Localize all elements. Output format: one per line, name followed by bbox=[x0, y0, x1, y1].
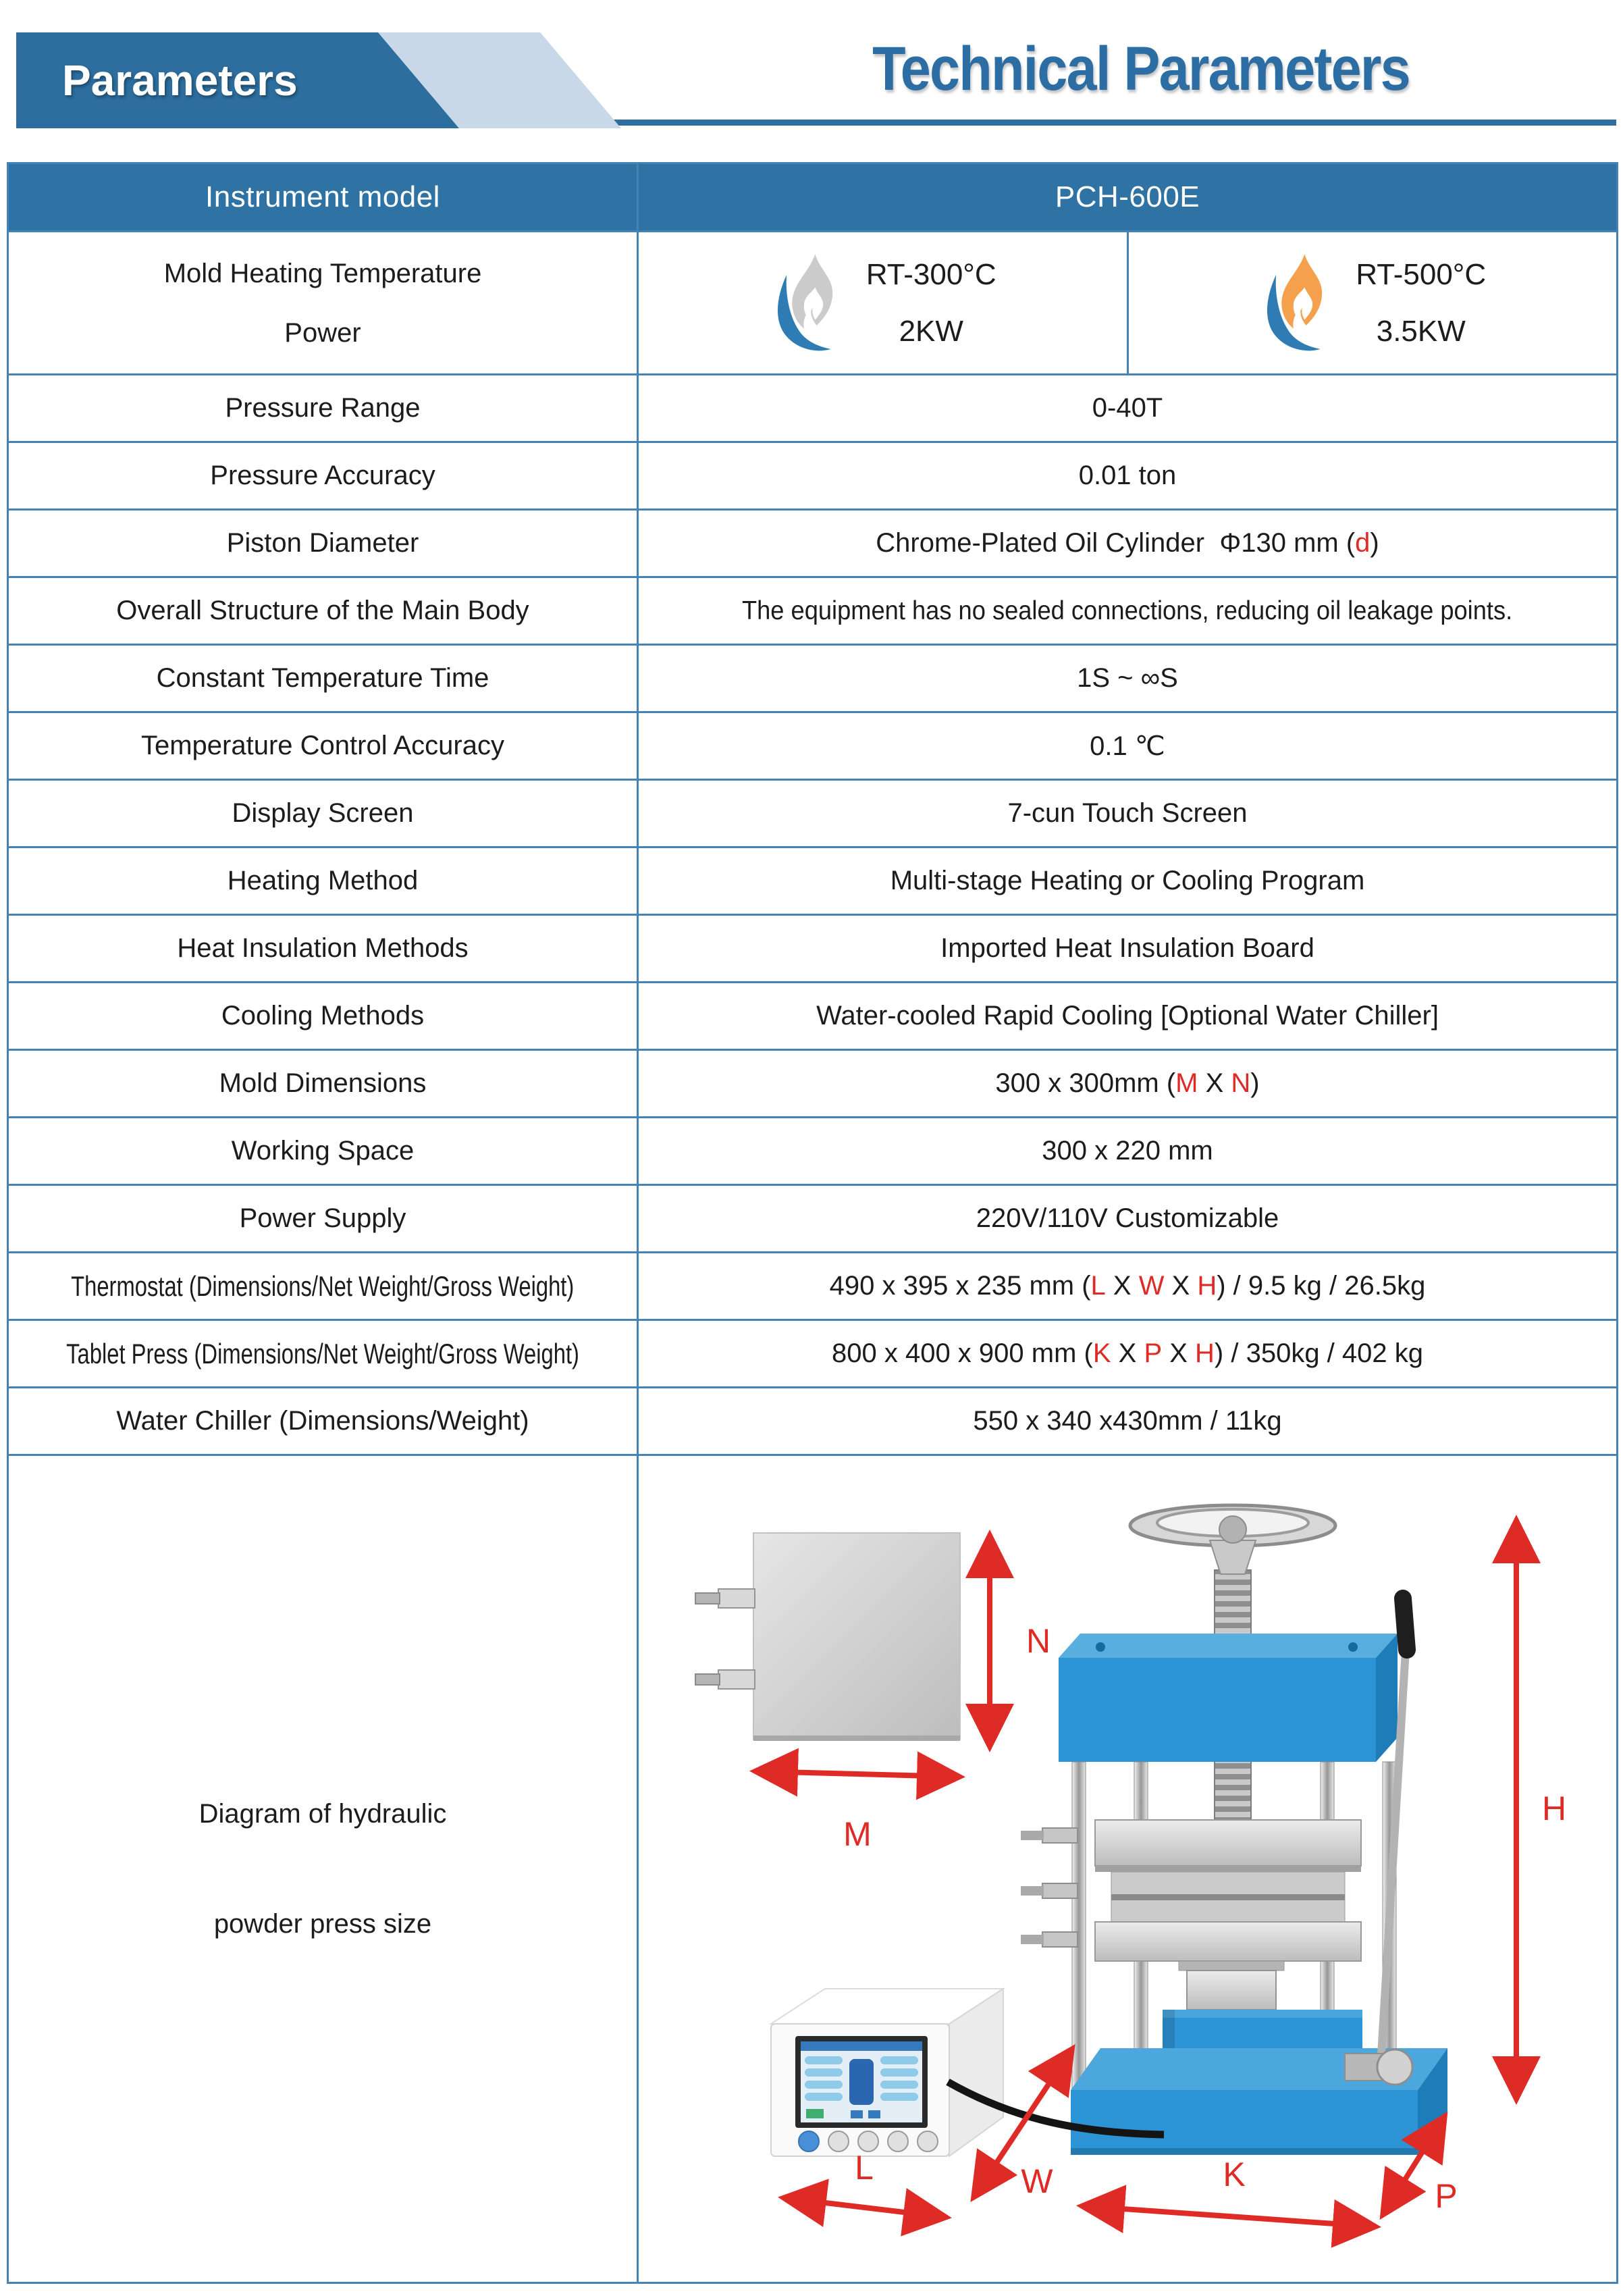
row-value-power-supply: 220V/110V Customizable bbox=[639, 1184, 1616, 1251]
header-model-value: PCH-600E bbox=[639, 164, 1616, 230]
tablet-x2: X bbox=[1162, 1338, 1196, 1368]
row-label-cooling-methods: Cooling Methods bbox=[9, 981, 639, 1049]
press-piston bbox=[1187, 1971, 1276, 2010]
row-label-pressure-accuracy: Pressure Accuracy bbox=[9, 441, 639, 508]
row-label-heating-power bbox=[9, 230, 639, 373]
diagram-caption-cell bbox=[9, 1454, 639, 2282]
dim-label-m: M bbox=[843, 1815, 872, 1853]
row-label-power-supply: Power Supply bbox=[9, 1184, 639, 1251]
row-label-working-space: Working Space bbox=[9, 1116, 639, 1184]
row-value-piston-diameter bbox=[639, 508, 1616, 576]
heating-option-500 bbox=[1127, 232, 1617, 373]
dim-label-k: K bbox=[1223, 2155, 1246, 2193]
row-value-heat-insulation: Imported Heat Insulation Board bbox=[639, 914, 1616, 981]
page-title: Technical Parameters bbox=[872, 34, 1410, 103]
thermostat-letter-w: W bbox=[1138, 1271, 1165, 1301]
row-value-pressure-accuracy: 0.01 ton bbox=[639, 441, 1616, 508]
dimension-arrow-l bbox=[786, 2198, 944, 2217]
handwheel bbox=[1130, 1505, 1335, 1574]
row-value-thermostat bbox=[639, 1251, 1616, 1319]
power-3-5kw: 3.5KW bbox=[1376, 314, 1466, 348]
banner-label: Parameters bbox=[62, 56, 298, 105]
flame-orange-icon bbox=[1258, 253, 1338, 354]
press-top-block bbox=[1059, 1634, 1398, 1762]
mold-plate bbox=[695, 1533, 960, 1741]
thermostat-letter-h: H bbox=[1197, 1271, 1217, 1301]
dimension-arrow-m bbox=[757, 1771, 957, 1777]
dim-label-p: P bbox=[1435, 2176, 1458, 2215]
title-underline bbox=[473, 120, 1616, 126]
diagram-caption-line1: Diagram of hydraulic bbox=[198, 1798, 447, 1829]
tablet-letter-k: K bbox=[1092, 1338, 1111, 1368]
mold-dim-text: 300 x 300mm ( bbox=[995, 1068, 1176, 1098]
tablet-letter-p: P bbox=[1144, 1338, 1163, 1368]
touchscreen-ui bbox=[801, 2041, 922, 2122]
row-value-overall-structure bbox=[639, 576, 1616, 644]
heating-label-line1: Mold Heating Temperature bbox=[163, 258, 482, 288]
mold-dim-letter-m: M bbox=[1175, 1068, 1198, 1098]
row-label-mold-dimensions: Mold Dimensions bbox=[9, 1049, 639, 1116]
row-label-heat-insulation: Heat Insulation Methods bbox=[9, 914, 639, 981]
temp-range-500: RT-500°C bbox=[1356, 257, 1487, 291]
row-label-water-chiller: Water Chiller (Dimensions/Weight) bbox=[9, 1386, 639, 1454]
row-value-working-space: 300 x 220 mm bbox=[639, 1116, 1616, 1184]
row-label-temp-control-accuracy: Temperature Control Accuracy bbox=[9, 711, 639, 779]
dim-label-h: H bbox=[1541, 1789, 1567, 1827]
tablet-letter-h: H bbox=[1195, 1338, 1215, 1368]
spec-table bbox=[7, 162, 1618, 2284]
row-value-cooling-methods: Water-cooled Rapid Cooling [Optional Water Chiller] bbox=[639, 981, 1616, 1049]
heating-label-line2: Power bbox=[284, 317, 361, 348]
header-instrument-model: Instrument model bbox=[9, 164, 639, 230]
row-label-thermostat bbox=[9, 1251, 639, 1319]
row-value-heating-power bbox=[639, 230, 1616, 373]
row-value-tablet-press bbox=[639, 1319, 1616, 1386]
press-diagram bbox=[639, 1455, 1616, 2282]
row-label-pressure-range: Pressure Range bbox=[9, 373, 639, 441]
piston-dim-letter: d bbox=[1355, 528, 1371, 558]
heater-fittings bbox=[1021, 1828, 1077, 1947]
hose-fitting-icon bbox=[695, 1670, 755, 1689]
piston-value-close: ) bbox=[1370, 528, 1379, 558]
dim-label-w: W bbox=[1021, 2162, 1053, 2200]
row-label-constant-temp-time: Constant Temperature Time bbox=[9, 644, 639, 711]
row-value-constant-temp-time: 1S ~ ∞S bbox=[639, 644, 1616, 711]
mold-dim-x: X bbox=[1198, 1068, 1231, 1098]
diagram-caption-line2: powder press size bbox=[213, 1908, 432, 1939]
row-value-temp-control-accuracy: 0.1 ℃ bbox=[639, 711, 1616, 779]
row-value-display-screen: 7-cun Touch Screen bbox=[639, 779, 1616, 846]
flame-gray-icon bbox=[769, 253, 849, 354]
mold-dim-close: ) bbox=[1250, 1068, 1260, 1098]
row-value-mold-dimensions bbox=[639, 1049, 1616, 1116]
temp-range-300: RT-300°C bbox=[866, 257, 996, 291]
diagram-cell bbox=[639, 1454, 1616, 2282]
row-label-piston-diameter: Piston Diameter bbox=[9, 508, 639, 576]
row-label-tablet-press bbox=[9, 1319, 639, 1386]
heating-option-300 bbox=[639, 232, 1127, 373]
dimension-arrow-k bbox=[1084, 2206, 1373, 2226]
thermostat-x2: X bbox=[1164, 1271, 1198, 1301]
hose-fitting-icon bbox=[695, 1589, 755, 1608]
thermostat-x1: X bbox=[1105, 1271, 1139, 1301]
row-label-heating-method: Heating Method bbox=[9, 846, 639, 914]
row-label-overall-structure: Overall Structure of the Main Body bbox=[9, 576, 639, 644]
row-value-heating-method: Multi-stage Heating or Cooling Program bbox=[639, 846, 1616, 914]
tablet-press-label-text: Tablet Press (Dimensions/Net Weight/Gross Weight) bbox=[66, 1337, 579, 1369]
tablet-x1: X bbox=[1111, 1338, 1144, 1368]
piston-value-text: Chrome-Plated Oil Cylinder Φ130 mm ( bbox=[876, 528, 1356, 558]
thermostat-dims: 490 x 395 x 235 mm ( bbox=[829, 1271, 1091, 1301]
overall-structure-text: The equipment has no sealed connections, reducing oil leakage points. bbox=[742, 596, 1513, 625]
row-value-water-chiller: 550 x 340 x430mm / 11kg bbox=[639, 1386, 1616, 1454]
mold-dim-letter-n: N bbox=[1231, 1068, 1251, 1098]
power-2kw: 2KW bbox=[899, 314, 963, 348]
thermostat-letter-l: L bbox=[1090, 1271, 1106, 1301]
hydraulic-press bbox=[1021, 1505, 1447, 2155]
row-value-pressure-range: 0-40T bbox=[639, 373, 1616, 441]
tablet-weights: ) / 350kg / 402 kg bbox=[1214, 1338, 1424, 1368]
thermostat-label-text: Thermostat (Dimensions/Net Weight/Gross Weight) bbox=[71, 1270, 575, 1302]
row-label-display-screen: Display Screen bbox=[9, 779, 639, 846]
dim-label-l: L bbox=[855, 2148, 874, 2187]
thermostat-weights: ) / 9.5 kg / 26.5kg bbox=[1217, 1271, 1426, 1301]
tablet-dims: 800 x 400 x 900 mm ( bbox=[831, 1338, 1093, 1368]
dim-label-n: N bbox=[1026, 1621, 1051, 1660]
